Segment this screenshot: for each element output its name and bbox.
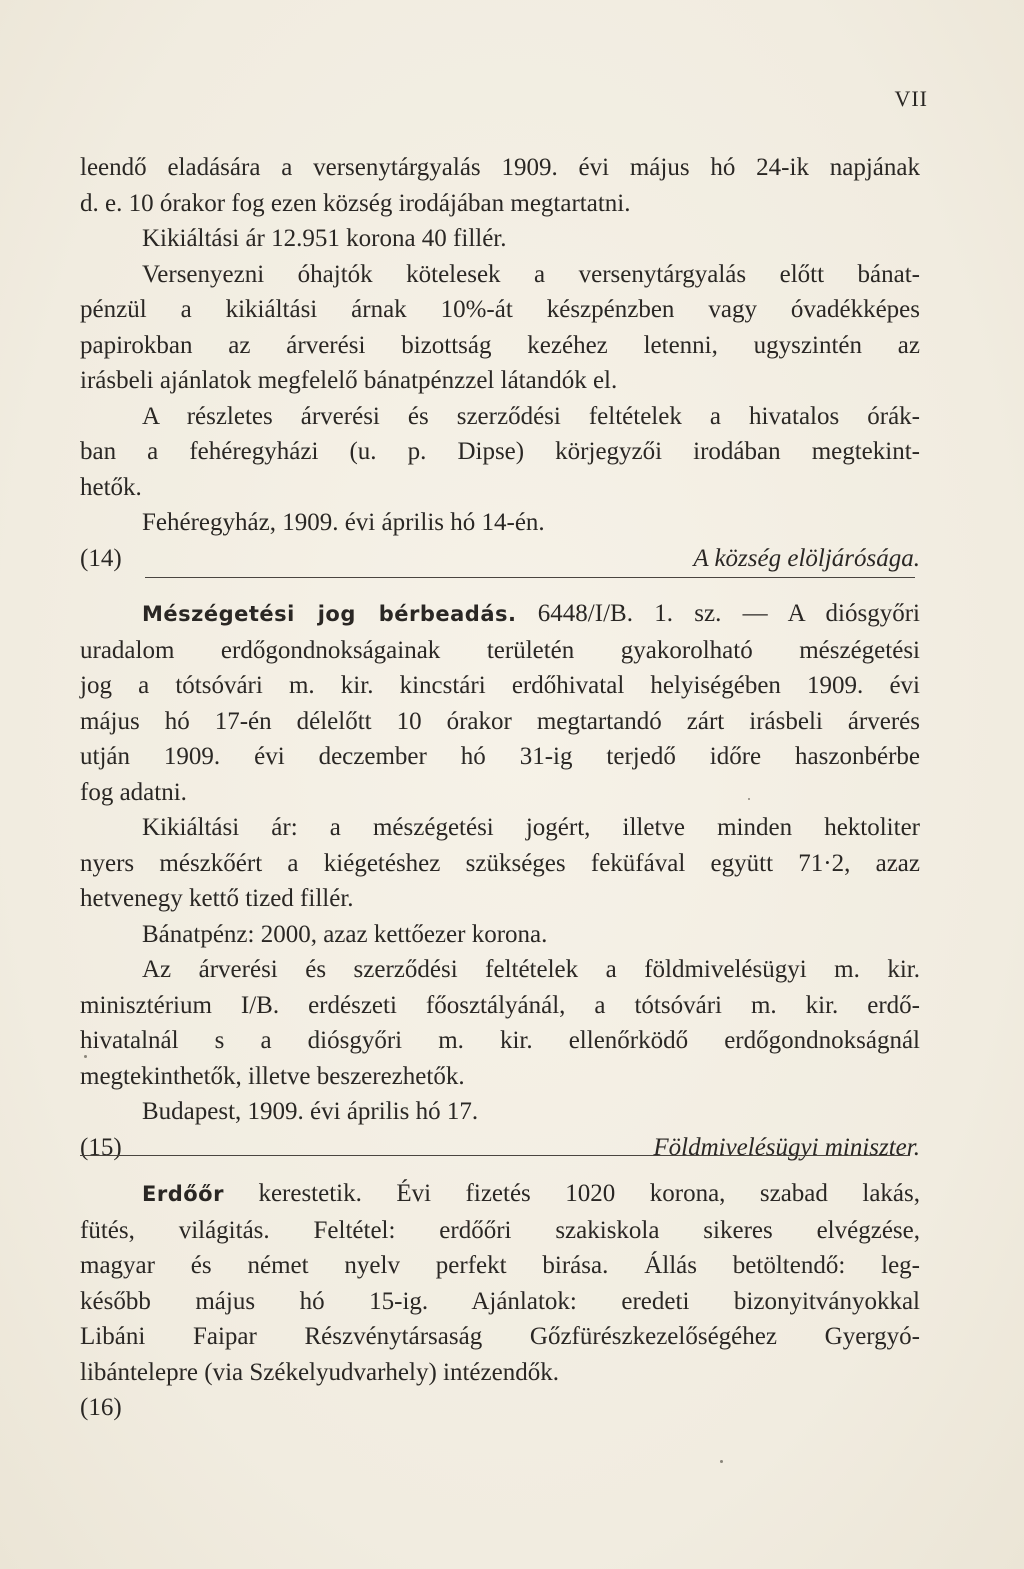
notice-16-line: Libáni Faipar Részvénytársaság Gőzfürészkezelőségéhez Gyergyó- <box>80 1323 920 1350</box>
notice-15-line: Bánatpénz: 2000, azaz kettőezer korona. <box>142 920 548 948</box>
notice-15 <box>80 596 920 1165</box>
notice-16-line: magyar és német nyelv perfekt birása. Állás betöltendő: leg- <box>80 1252 920 1279</box>
notice-16-line: libántelepre (via Székelyudvarhely) intézendők. <box>80 1358 559 1386</box>
notice-heading: Mészégetési jog bérbeadás. <box>142 602 517 626</box>
notice-14-line: A részletes árverési és szerződési feltételek a hivatalos órák- <box>142 402 920 430</box>
notice-number: (14) <box>80 544 122 572</box>
notice-15-line: hetvenegy kettő tized fillér. <box>80 885 354 912</box>
scan-speck <box>720 1460 723 1463</box>
scan-speck <box>84 1055 87 1058</box>
notice-16-first-line <box>80 1176 920 1213</box>
notice-14-line: d. e. 10 órakor fog ezen község irodájában megtartatni. <box>80 189 631 217</box>
notice-16-line: később május hó 15-ig. Ajánlatok: eredeti bizonyitványokkal <box>80 1287 920 1315</box>
notice-15-line: 6448/I/B. 1. sz. — A diósgyőri <box>537 600 920 627</box>
notice-15-line: minisztérium I/B. erdészeti főosztályánál, a tótsóvári m. kir. erdő- <box>80 991 920 1019</box>
notice-number: (16) <box>80 1394 122 1421</box>
notice-14-signature-row <box>80 541 920 577</box>
notice-number: (15) <box>80 1133 122 1161</box>
notice-15-line: fog adatni. <box>80 778 187 806</box>
signature: A község elöljárósága. <box>693 544 920 572</box>
page-number: VII <box>894 86 928 111</box>
notice-15-signature-row <box>80 1130 920 1166</box>
notice-15-line: Az árverési és szerződési feltételek a földmivelésügyi m. kir. <box>142 956 920 983</box>
notice-15-line: utján 1909. évi deczember hó 31-ig terjedő időre haszonbérbe <box>80 743 920 770</box>
notice-14-line: Versenyezni óhajtók kötelesek a versenytárgyalás előtt bánat- <box>142 260 920 288</box>
signature: Földmivelésügyi miniszter. <box>653 1133 920 1161</box>
notice-14-line: hetők. <box>80 473 142 501</box>
notice-16-line: kerestetik. Évi fizetés 1020 korona, szabad lakás, <box>258 1180 921 1207</box>
notice-14-line: irásbeli ajánlatok megfelelő bánatpénzzel látandók el. <box>80 367 618 394</box>
notice-16-line: fütés, világitás. Feltétel: erdőőri szakiskola sikeres elvégzése, <box>80 1216 920 1244</box>
notice-15-line: hivatalnál s a diósgyőri m. kir. ellenőrködő erdőgondnokságnál <box>80 1027 920 1054</box>
notice-15-line: megtekinthetők, illetve beszerezhetők. <box>80 1062 465 1090</box>
divider-rule <box>80 1155 910 1156</box>
notice-16 <box>80 1176 920 1426</box>
notice-15-first-line <box>80 596 920 633</box>
notice-15-line: Kikiáltási ár: a mészégetési jogért, illetve minden hektoliter <box>142 814 920 841</box>
notice-14-dateline: Fehéregyház, 1909. évi április hó 14-én. <box>142 509 545 536</box>
notice-15-dateline: Budapest, 1909. évi április hó 17. <box>142 1098 479 1125</box>
notice-14-line: Kikiáltási ár 12.951 korona 40 fillér. <box>142 225 507 252</box>
notice-heading: Erdőőr <box>142 1182 224 1206</box>
notice-14-line: ban a fehéregyházi (u. p. Dipse) körjegyzői irodában megtekint- <box>80 438 920 465</box>
notice-14-line: pénzül a kikiáltási árnak 10%-át készpénzben vagy óvadékképes <box>80 296 920 323</box>
notice-15-line: jog a tótsóvári m. kir. kincstári erdőhivatal helyiségében 1909. évi <box>80 672 920 699</box>
divider-rule <box>145 577 915 578</box>
notice-14-line: leendő eladására a versenytárgyalás 1909. évi május hó 24-ik napjának <box>80 154 920 181</box>
scan-speck <box>748 798 750 800</box>
notice-15-line: nyers mészkőért a kiégetéshez szükséges feküfával együtt 71·2, azaz <box>80 849 920 877</box>
notice-15-line: uradalom erdőgondnokságainak területén gyakorolható mészégetési <box>80 636 920 664</box>
notice-15-line: május hó 17-én délelőtt 10 órakor megtartandó zárt irásbeli árverés <box>80 707 920 735</box>
notice-14-line: papirokban az árverési bizottság kezéhez letenni, ugyszintén az <box>80 331 920 359</box>
notice-14 <box>80 150 920 576</box>
